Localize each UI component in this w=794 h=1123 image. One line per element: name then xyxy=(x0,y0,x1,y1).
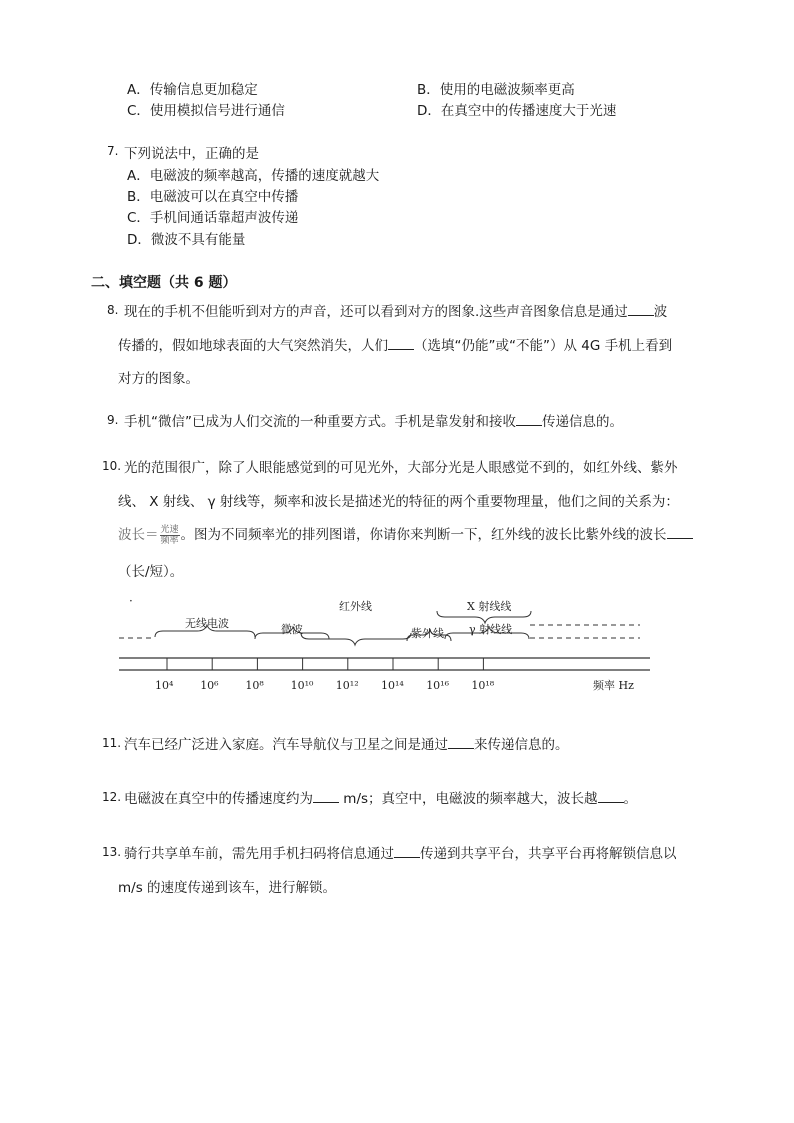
q8-line-3: 对方的图象。 xyxy=(118,371,199,387)
tick-label-group xyxy=(155,679,495,692)
label-micro: 微波 xyxy=(281,623,303,636)
q7-number: 7. xyxy=(107,144,119,158)
q10-line-3 xyxy=(118,523,693,546)
q7-option-d: D．微波不具有能量 xyxy=(127,232,246,248)
q10-line-4: （长/短）。 xyxy=(118,564,184,580)
q13-text: 传递到共享平台，共享平台再将解锁信息以 xyxy=(420,846,677,862)
q12-text: m/s；真空中，电磁波的频率越大，波长越 xyxy=(339,791,598,807)
q13-line-2: m/s 的速度传递到该车，进行解锁。 xyxy=(118,880,337,896)
q6-option-a: A．传输信息更加稳定 xyxy=(127,82,258,98)
answer-blank[interactable] xyxy=(598,788,624,803)
answer-blank[interactable] xyxy=(448,734,474,749)
q13-number: 13. xyxy=(102,845,122,859)
figure-dot: · xyxy=(129,595,133,608)
q9-text: 传递信息的。 xyxy=(542,414,623,430)
q6-option-c: C．使用模拟信号进行通信 xyxy=(127,103,285,119)
label-radio: 无线电波 xyxy=(185,617,229,630)
q6-option-d: D．在真空中的传播速度大于光速 xyxy=(417,103,617,119)
q9-line xyxy=(124,410,623,430)
label-infrared: 红外线 xyxy=(339,600,372,613)
q8-text: 波 xyxy=(653,304,668,320)
q13-line-1 xyxy=(124,842,677,862)
answer-blank[interactable] xyxy=(388,335,414,350)
tick-label: 10¹⁸ xyxy=(471,679,495,692)
wavelength-formula: 波长＝ $\frac{\text{光速}}{\text{频率}}$ xyxy=(118,524,179,546)
tick-label: 10¹⁶ xyxy=(426,679,450,692)
tick-label: 10⁴ xyxy=(155,679,174,692)
label-gamma: γ 射线线 xyxy=(469,623,513,636)
brace-infrared xyxy=(301,633,411,645)
label-uv: 紫外线 xyxy=(411,627,444,640)
q7-option-b: B．电磁波可以在真空中传播 xyxy=(127,189,299,205)
q12-number: 12. xyxy=(102,790,122,804)
answer-blank[interactable] xyxy=(516,411,542,426)
q6-option-b: B．使用的电磁波频率更高 xyxy=(417,82,575,98)
axis-label: 频率 Hz xyxy=(593,679,634,692)
q8-text: （选填“仍能”或“不能”）从 4G 手机上看到 xyxy=(414,338,673,354)
q8-line-2 xyxy=(118,334,672,354)
q7-option-a: A．电磁波的频率越高，传播的速度就越大 xyxy=(127,168,380,184)
q10-line-2: 线、 X 射线、 γ 射线等，频率和波长是描述光的特征的两个重要物理量，他们之间的关系为： xyxy=(118,494,679,510)
answer-blank[interactable] xyxy=(313,788,339,803)
q10-text: 。图为不同频率光的排列图谱，你请你来判断一下，红外线的波长比紫外线的波长 xyxy=(180,527,667,543)
q9-text: 手机“微信”已成为人们交流的一种重要方式。手机是靠发射和接收 xyxy=(124,414,516,430)
q13-text: 骑行共享单车前，需先用手机扫码将信息通过 xyxy=(124,846,394,862)
answer-blank[interactable] xyxy=(394,843,420,858)
q11-number: 11. xyxy=(102,736,122,750)
q10-line-1: 光的范围很广，除了人眼能感觉到的可见光外，大部分光是人眼感觉不到的，如红外线、紫外 xyxy=(124,460,678,476)
q9-number: 9. xyxy=(107,413,119,427)
q11-text: 汽车已经广泛进入家庭。汽车导航仪与卫星之间是通过 xyxy=(124,737,448,753)
label-xray: X 射线线 xyxy=(467,600,512,613)
tick-label: 10⁶ xyxy=(200,679,219,692)
answer-blank[interactable] xyxy=(628,301,654,316)
q12-text: 电磁波在真空中的传播速度约为 xyxy=(124,791,313,807)
q10-number: 10. xyxy=(102,459,122,473)
tick-label: 10⁸ xyxy=(245,679,264,692)
q11-line xyxy=(124,733,569,753)
q8-line-1 xyxy=(124,300,667,320)
q11-text: 来传递信息的。 xyxy=(474,737,569,753)
q8-text: 现在的手机不但能听到对方的声音，还可以看到对方的图象.这些声音图象信息是通过 xyxy=(124,304,628,320)
q7-option-c: C．手机间通话靠超声波传递 xyxy=(127,210,299,226)
tick-label: 10¹⁴ xyxy=(381,679,404,692)
q12-line xyxy=(124,787,637,807)
q12-text: 。 xyxy=(623,791,638,807)
spectrum-figure xyxy=(115,595,655,695)
tick-label: 10¹² xyxy=(335,679,359,692)
tick-group xyxy=(167,658,483,670)
q8-number: 8. xyxy=(107,303,119,317)
answer-blank[interactable] xyxy=(667,524,693,539)
section-heading: 二、填空题（共 6 题） xyxy=(91,275,237,291)
tick-label: 10¹⁰ xyxy=(290,679,314,692)
q7-stem: 下列说法中，正确的是 xyxy=(124,146,259,162)
q8-text: 传播的，假如地球表面的大气突然消失，人们 xyxy=(118,338,388,354)
